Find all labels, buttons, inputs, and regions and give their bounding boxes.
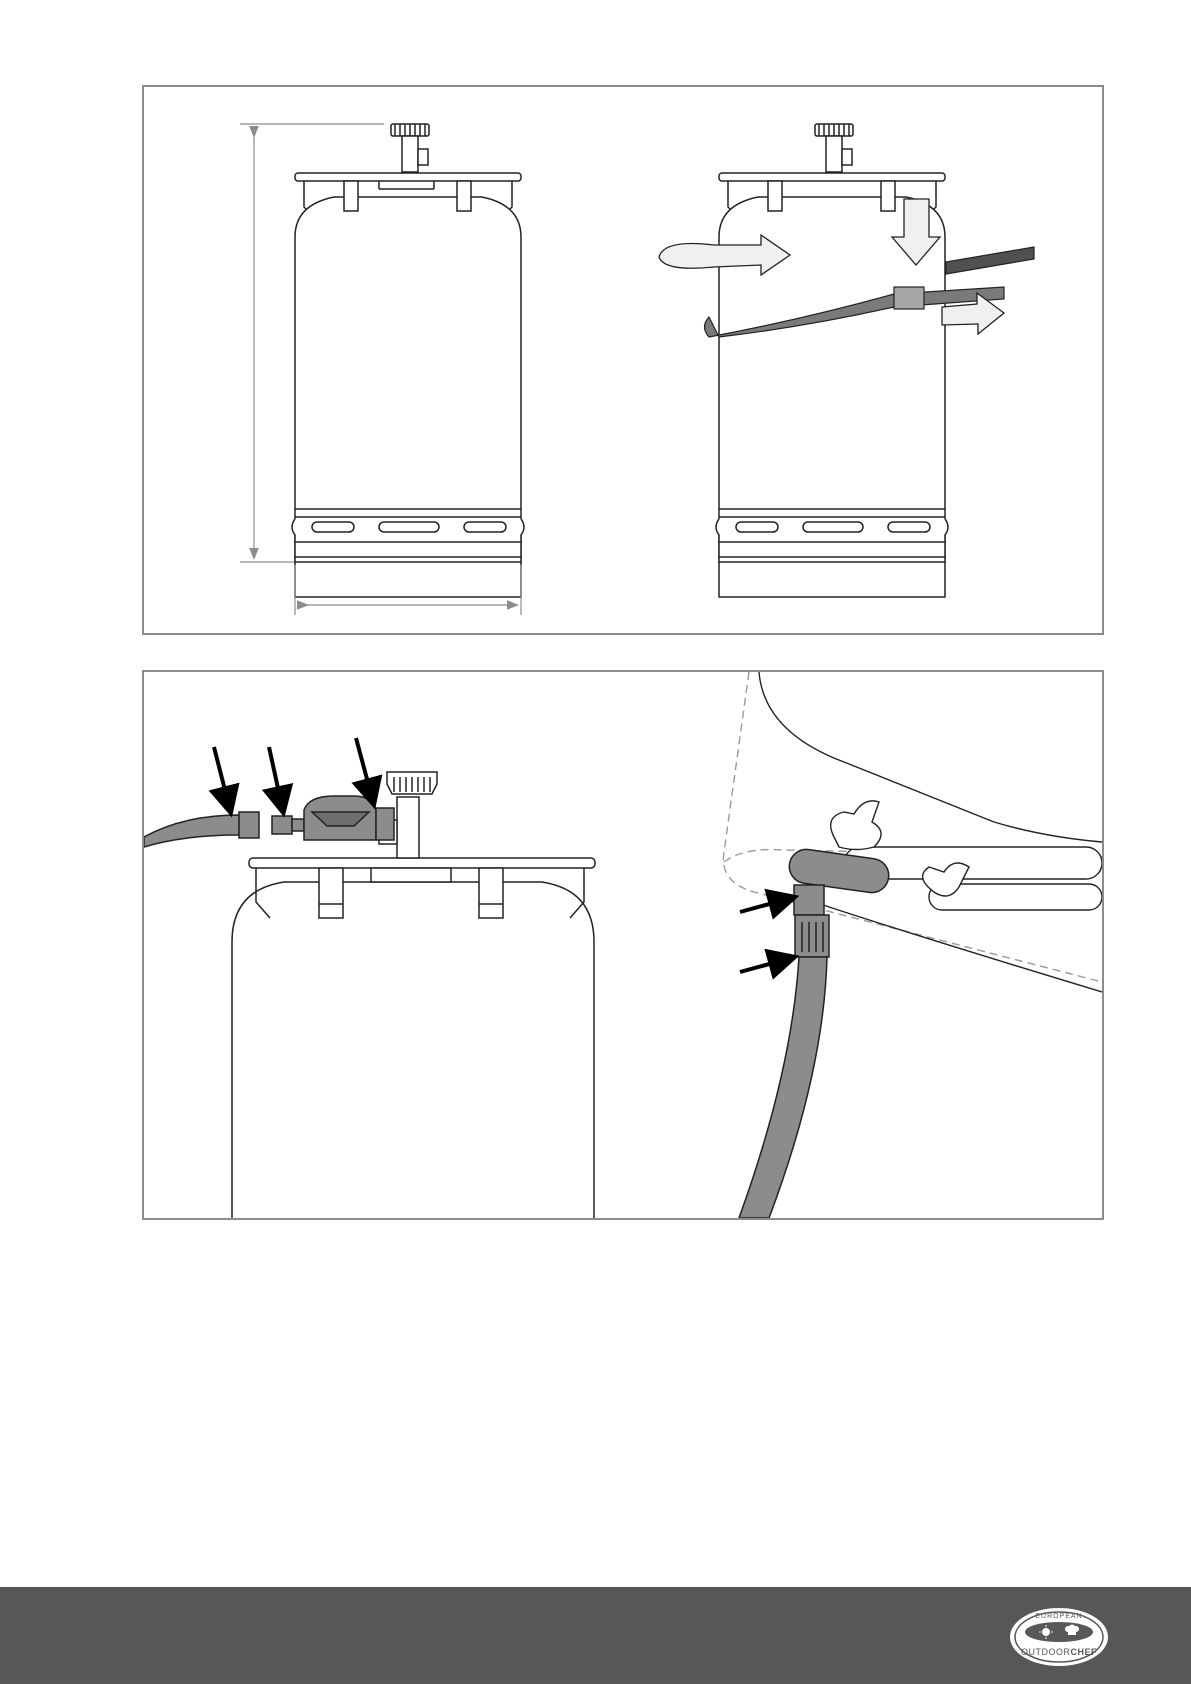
strap-upper-band	[946, 247, 1034, 274]
strap-buckle	[894, 287, 924, 309]
hose-left	[144, 815, 239, 847]
connection-arrows-left	[214, 738, 371, 802]
gas-bottle-right	[716, 124, 948, 597]
gas-bottle-illustration	[144, 87, 1102, 633]
hose-fitting-2	[272, 816, 292, 834]
arrow-pointer-icon	[356, 738, 371, 794]
logo-brand-text	[1008, 1647, 1110, 1657]
connection-arrows-right	[740, 900, 784, 972]
bottle-collar	[249, 858, 595, 868]
bottle-body	[232, 882, 594, 1218]
figure-panel-dimensions-strap	[142, 85, 1104, 635]
gas-bottle-left	[292, 124, 524, 597]
barbecue-underside	[723, 672, 1102, 992]
regulator-nut	[376, 808, 394, 840]
bottle-top-closeup	[232, 772, 595, 1218]
barbecue-hidden-outline	[723, 672, 1102, 982]
hose-fitting-1	[239, 812, 259, 838]
arrow-pointer-icon	[740, 960, 784, 972]
hose-connection-illustration	[144, 672, 1102, 1218]
valve-bracket	[831, 801, 881, 850]
logo-brand-bold: CHEF	[1070, 1647, 1097, 1657]
manifold-and-hose	[739, 847, 891, 1218]
hose-coupling	[795, 915, 829, 957]
logo-top-text: EUROPEAN	[1035, 1613, 1083, 1620]
barbecue-shell-outline	[759, 672, 1102, 842]
brand-logo	[1008, 1606, 1110, 1668]
barbecue-bottom-line	[814, 902, 1102, 992]
hose-right	[739, 957, 827, 1218]
arrow-pointer-icon	[269, 747, 281, 802]
hose-and-regulator	[144, 796, 394, 847]
arrow-pointer-icon	[740, 900, 784, 912]
figure-panel-hose-connection	[142, 670, 1104, 1220]
logo-brand-light: OUTDOOR	[1021, 1647, 1071, 1657]
manifold-nut	[794, 885, 824, 915]
arrow-pointer-icon	[214, 747, 228, 802]
